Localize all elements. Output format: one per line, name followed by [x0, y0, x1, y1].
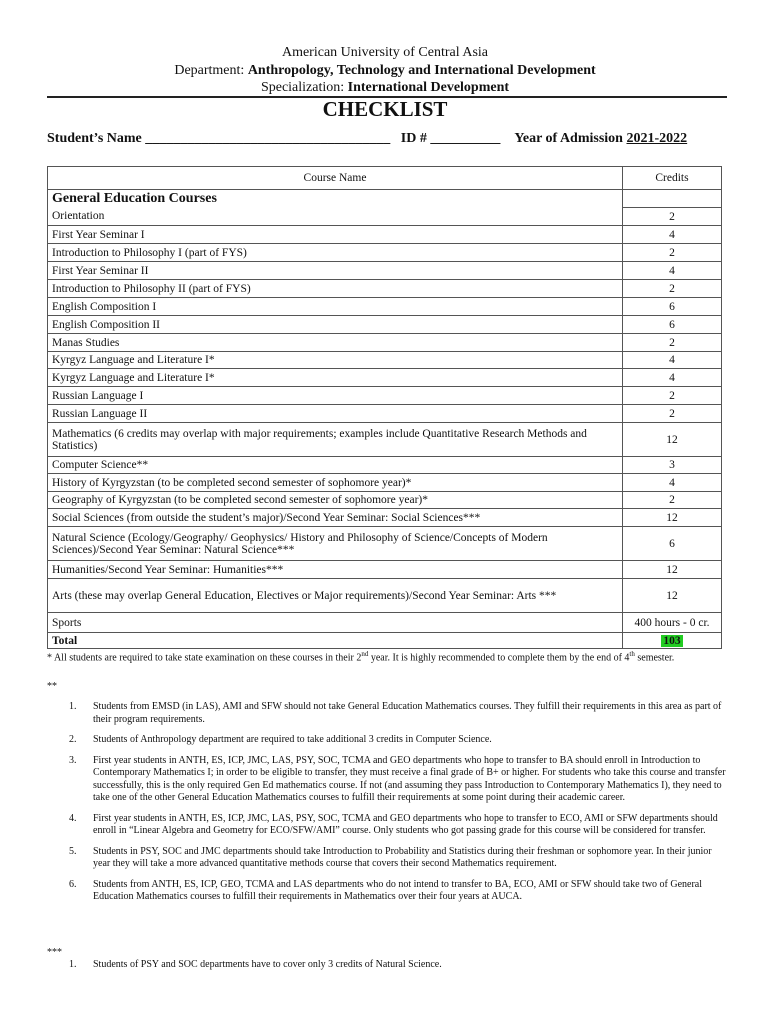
- table-row: [48, 613, 722, 633]
- course-credits: 2: [623, 244, 722, 262]
- total-cell: [623, 633, 722, 649]
- course-name: Geography of Kyrgyzstan (to be completed second semester of sophomore year)*: [48, 492, 623, 509]
- course-name: First Year Seminar I: [48, 226, 623, 244]
- checklist-table: [47, 166, 722, 649]
- table-row: [48, 262, 722, 280]
- course-name: Sports: [48, 613, 623, 633]
- list-number: 1.: [69, 701, 77, 712]
- list-number: 4.: [69, 812, 77, 824]
- year-admission-label: Year of Admission: [514, 131, 623, 146]
- list-text: First year students in ANTH, ES, ICP, JMC, LAS, PSY, SOC, TCMA and GEO departments who hope to transfer to ECO, AMI or SFW departments should enroll in “Linear Algebra and Geometry for ECO/SFW/AMI” course. Only students who got passing grade for this course will be considered for transfer.: [93, 812, 718, 836]
- list-number: 3.: [69, 754, 77, 766]
- course-credits: 12: [623, 579, 722, 613]
- course-credits: 6: [623, 527, 722, 561]
- list-item: [47, 755, 727, 805]
- course-credits: 2: [623, 280, 722, 298]
- list-number: 5.: [69, 845, 77, 857]
- course-credits: 2: [623, 492, 722, 509]
- math-notes-list: [47, 701, 727, 912]
- course-credits: 3: [623, 457, 722, 474]
- list-number: 1.: [69, 959, 77, 970]
- table-row: [48, 561, 722, 579]
- table-row: [48, 352, 722, 369]
- student-info-line: [47, 131, 687, 147]
- course-credits: 400 hours - 0 cr.: [623, 613, 722, 633]
- course-name: Introduction to Philosophy II (part of FYS): [48, 280, 623, 298]
- list-item: [47, 701, 727, 726]
- course-name: Kyrgyz Language and Literature I*: [48, 369, 623, 387]
- specialization-line: [0, 79, 770, 96]
- year-admission-value: 2021-2022: [626, 131, 688, 146]
- course-name: Manas Studies: [48, 334, 623, 352]
- course-name: Arts (these may overlap General Education, Electives or Major requirements)/Second Year Seminar: Arts ***: [48, 579, 623, 613]
- specialization-value: International Development: [347, 80, 510, 95]
- table-row: [48, 527, 722, 561]
- course-credits: 4: [623, 262, 722, 280]
- course-credits: 6: [623, 298, 722, 316]
- course-name: Russian Language I: [48, 387, 623, 405]
- department-line: [0, 62, 770, 79]
- course-name: Humanities/Second Year Seminar: Humanities***: [48, 561, 623, 579]
- university-name: American University of Central Asia: [281, 45, 489, 60]
- course-name: Social Sciences (from outside the student’s major)/Second Year Seminar: Social Sciences***: [48, 509, 623, 527]
- course-name: First Year Seminar II: [48, 262, 623, 280]
- department-label: Department:: [174, 63, 245, 78]
- course-name: History of Kyrgyzstan (to be completed second semester of sophomore year)*: [48, 474, 623, 492]
- col-course-header: Course Name: [48, 167, 623, 190]
- table-row: [48, 492, 722, 509]
- table-row: [48, 405, 722, 423]
- list-number: 2.: [69, 734, 77, 745]
- page-title: CHECKLIST: [322, 97, 448, 121]
- list-item: [47, 846, 727, 871]
- double-star-marker: **: [47, 681, 57, 692]
- specialization-label: Specialization:: [260, 80, 345, 95]
- list-item: [47, 813, 727, 838]
- course-name: Kyrgyz Language and Literature I*: [48, 352, 623, 369]
- course-credits: 4: [623, 352, 722, 369]
- table-row: [48, 226, 722, 244]
- course-name: Introduction to Philosophy I (part of FYS): [48, 244, 623, 262]
- science-notes-list: [47, 959, 727, 980]
- course-name: Computer Science**: [48, 457, 623, 474]
- list-text: Students of PSY and SOC departments have to cover only 3 credits of Natural Science.: [93, 959, 442, 970]
- section-title: General Education Courses: [48, 190, 623, 208]
- list-text: Students of Anthropology department are required to take additional 3 credits in Computer Science.: [93, 734, 492, 745]
- total-row: [48, 633, 722, 649]
- table-row: [48, 387, 722, 405]
- table-row: [48, 244, 722, 262]
- course-credits: 4: [623, 369, 722, 387]
- course-name: Natural Science (Ecology/Geography/ Geophysics/ History and Philosophy of Science/Concepts of Modern Sciences)/Second Year Seminar: Natural Science***: [48, 527, 623, 561]
- list-item: [47, 879, 727, 904]
- student-name-field[interactable]: Student’s Name ___________________________________: [47, 131, 391, 146]
- course-credits: 2: [623, 405, 722, 423]
- table-row: [48, 579, 722, 613]
- list-text: Students from EMSD (in LAS), AMI and SFW should not take General Education Mathematics courses. They fulfill their requirements in this area as part of their program requirements.: [93, 701, 722, 725]
- table-row: [48, 280, 722, 298]
- total-value: 103: [663, 634, 681, 647]
- table-row: [48, 369, 722, 387]
- table-row: [48, 457, 722, 474]
- table-row: [48, 316, 722, 334]
- course-credits: 6: [623, 316, 722, 334]
- col-credits-header: Credits: [623, 167, 722, 190]
- course-name: Russian Language II: [48, 405, 623, 423]
- table-row: [48, 208, 722, 226]
- course-credits: 2: [623, 334, 722, 352]
- course-name: Mathematics (6 credits may overlap with major requirements; examples include Quantitative Research Methods and Statistics): [48, 423, 623, 457]
- department-value: Anthropology, Technology and International Development: [247, 63, 596, 78]
- list-item: [47, 959, 727, 972]
- list-item: [47, 734, 727, 747]
- list-text: Students from ANTH, ES, ICP, GEO, TCMA and LAS departments who do not intend to transfer to BA, ECO, AMI or SFW should take two of General Education Mathematics courses to fulfill their requirements in Mathematics over their four years at AUCA.: [93, 878, 703, 902]
- table-row: [48, 474, 722, 492]
- table-row: [48, 334, 722, 352]
- table-row: [48, 298, 722, 316]
- student-id-field[interactable]: ID # __________: [400, 131, 501, 146]
- course-name: Orientation: [48, 208, 623, 226]
- course-credits: 4: [623, 474, 722, 492]
- course-credits: 12: [623, 509, 722, 527]
- table-row: [48, 423, 722, 457]
- course-credits: 2: [623, 208, 722, 226]
- course-credits: 2: [623, 387, 722, 405]
- list-text: Students in PSY, SOC and JMC departments should take Introduction to Probability and Statistics during their freshman or sophomore year. In their junior year they will take a more advanced quantitative methods course that covers their second Mathematics requirement.: [93, 845, 712, 869]
- total-label: Total: [48, 633, 623, 649]
- list-text: First year students in ANTH, ES, ICP, JMC, LAS, PSY, SOC, TCMA and GEO departments who hope to transfer to BA should enroll in Introduction to Contemporary Mathematics I; in order to be eligible to transfer, they must receive a final grade of B+ or higher. For students who take this course and transfer successfully, this is the only required Gen Ed mathematics course. If not (and assuming they pass Introduction to Contemporary Mathematics I), they need to take one of the other General Education Mathematics courses to fulfill their requirements at some point during their academic career.: [93, 754, 726, 803]
- table-row: [48, 509, 722, 527]
- course-credits: 12: [623, 423, 722, 457]
- course-credits: 4: [623, 226, 722, 244]
- course-credits: 12: [623, 561, 722, 579]
- course-name: English Composition II: [48, 316, 623, 334]
- list-number: 6.: [69, 878, 77, 890]
- course-name: English Composition I: [48, 298, 623, 316]
- triple-star-marker: ***: [47, 947, 62, 958]
- state-exam-note: * All students are required to take state examination on these courses in their 2nd year. It is highly recommended to complete them by the end of 4th semester.: [47, 650, 675, 664]
